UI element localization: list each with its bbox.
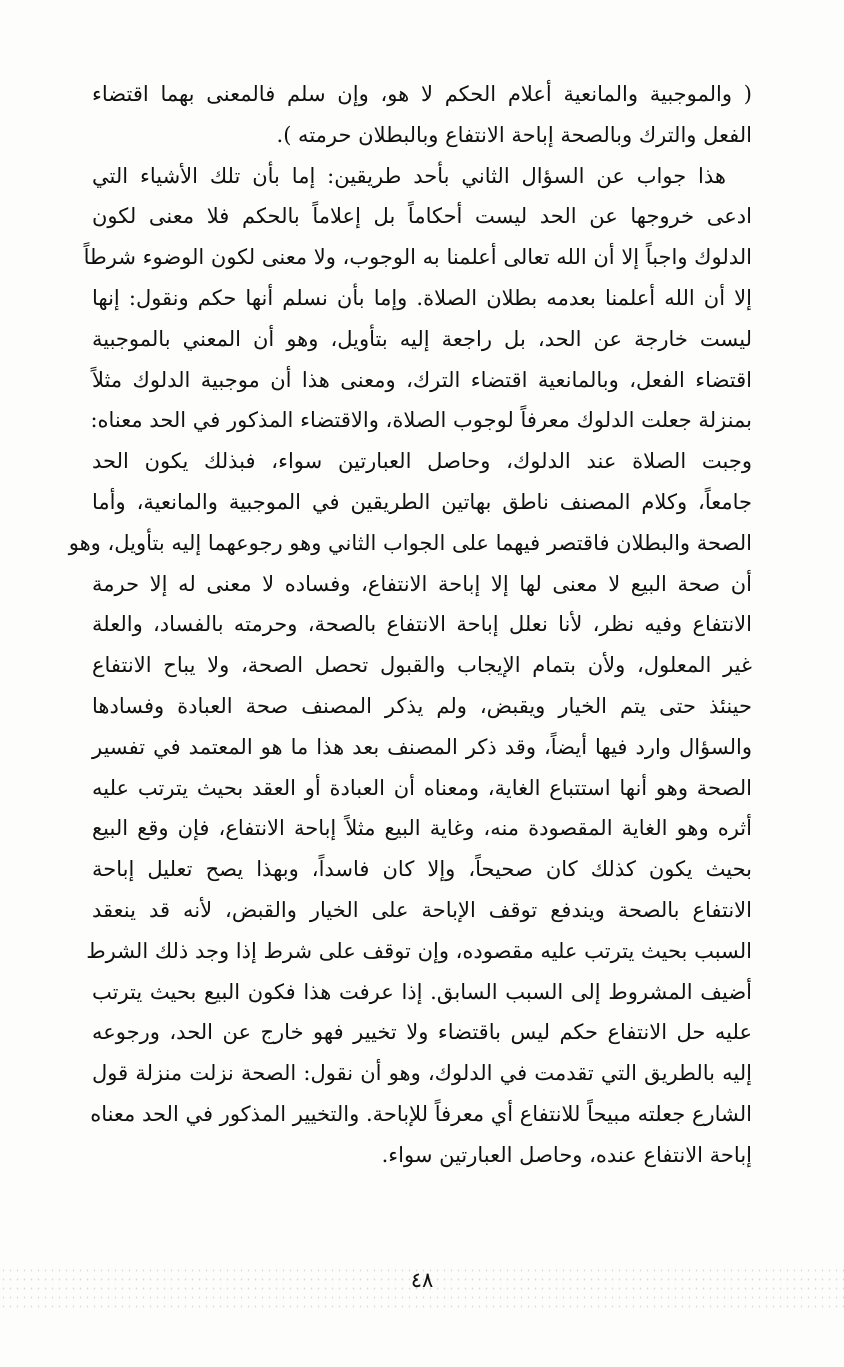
text-line: عليه حل الانتفاع حكم ليس باقتضاء ولا تخيير فهو خارج عن الحد، ورجوعه [92,1020,752,1045]
text-line: الصحة وهو أنها استتباع الغاية، ومعناه أن العبادة أو العقد بحيث يترتب عليه [92,775,752,800]
text-line: والسؤال وارد فيها أيضاً، وقد ذكر المصنف بعد هذا ما هو المعتمد في تفسير [92,734,752,759]
text-line: إلا أن الله أعلمنا بعدمه بطلان الصلاة. وإما بأن نسلم أنها حكم ونقول: إنها [92,285,752,310]
text-line: جامعاً، وكلام المصنف ناطق بهاتين الطريقين في الموجبية والمانعية، وأما [92,489,752,514]
text-line: الصحة والبطلان فاقتصر فيهما على الجواب الثاني وهو رجوعهما إليه بتأويل، وهو [68,530,752,555]
text-line: حينئذ حتى يتم الخيار ويقبض، ولم يذكر المصنف صحة العبادة وفسادها [92,693,752,718]
text-line: ليست خارجة عن الحد، بل راجعة إليه بتأويل، وهو أن المعني بالموجبية [92,326,752,351]
page-number: ٤٨ [410,1268,434,1292]
text-line: بحيث يكون كذلك كان صحيحاً، وإلا كان فاسداً، وبهذا يصح تعليل إباحة [92,857,752,882]
text-line: هذا جواب عن السؤال الثاني بأحد طريقين: إما بأن تلك الأشياء التي [92,163,726,188]
text-line: غير المعلول، ولأن بتمام الإيجاب والقبول تحصل الصحة، ولا يباح الانتفاع [92,653,752,678]
text-line: السبب بحيث يترتب عليه مقصوده، وإن توقف على شرط إذا وجد ذلك الشرط [86,938,752,963]
text-line: الانتفاع وفيه نظر، لأنا نعلل إباحة الانتفاع بالصحة، وحرمته بالفساد، والعلة [92,612,752,637]
text-line: أضيف المشروط إلى السبب السابق. إذا عرفت هذا فكون البيع بحيث يترتب [92,979,752,1004]
text-line: بمنزلة جعلت الدلوك معرفاً لوجوب الصلاة، والاقتضاء المذكور في الحد معناه: [90,408,752,433]
text-line: الشارع جعلته مبيحاً للانتفاع أي معرفاً للإباحة. والتخيير المذكور في الحد معناه [90,1101,752,1126]
text-line: إباحة الانتفاع عنده، وحاصل العبارتين سواء. [381,1142,752,1167]
body-text [68,74,752,1176]
text-line: ( والموجبية والمانعية أعلام الحكم لا هو، وإن سلم فالمعنى بهما اقتضاء [92,82,752,106]
text-line: الدلوك واجباً إلا أن الله تعالى أعلمنا به الوجوب، ولا معنى لكون الوضوء شرطاً [83,245,752,270]
text-line: اقتضاء الفعل، وبالمانعية اقتضاء الترك، ومعنى هذا أن موجبية الدلوك مثلاً [92,367,752,392]
text-line: وجبت الصلاة عند الدلوك، وحاصل العبارتين سواء، فبذلك يكون الحد [92,449,752,474]
text-line: الفعل والترك وبالصحة إباحة الانتفاع وبالبطلان حرمته ). [276,122,752,147]
text-line: أن صحة البيع لا معنى لها إلا إباحة الانتفاع، وفساده لا معنى له إلا حرمة [92,571,752,596]
text-line: ادعى خروجها عن الحد ليست أحكاماً بل إعلاماً بالحكم فلا معنى لكون [92,204,752,229]
text-line: إليه بالطريق التي تقدمت في الدلوك، وهو أن نقول: الصحة نزلت منزلة قول [92,1061,752,1086]
text-line: أثره وهو الغاية المقصودة منه، وغاية البيع مثلاً إباحة الانتفاع، فإن وقع البيع [92,816,752,841]
text-line: الانتفاع بالصحة ويندفع توقف الإباحة على الخيار والقبض، لأنه قد ينعقد [92,897,752,922]
